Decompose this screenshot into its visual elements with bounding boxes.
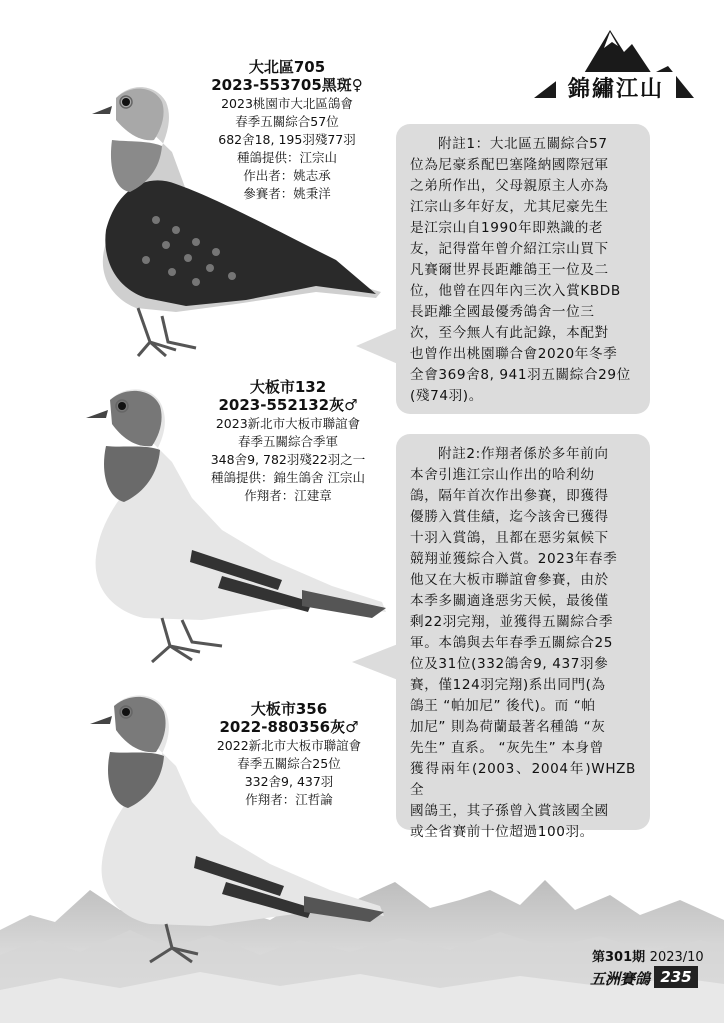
note-1-line: 位，他曾在四年內三次入賞KBDB <box>410 283 621 299</box>
note-2-line: 附註2:作翔者係於多年前向 <box>438 446 609 462</box>
bird-ring: 2022-880356灰♂ <box>219 718 359 736</box>
note-1-line: 友，記得當年曾介紹江宗山買下 <box>410 241 609 257</box>
note-2-line: 本季多關適逢惡劣天候，最後僅 <box>410 593 609 609</box>
note-2-line: 或全省賽前十位超過100羽。 <box>410 824 594 840</box>
note-2-line: 鴿，隔年首次作出參賽，即獲得 <box>410 488 609 504</box>
note-2-line: 國鴿王，其子孫曾入賞該國全國 <box>410 803 609 819</box>
note-2-line: 先生” 直系。 “灰先生” 本身曾 <box>410 740 604 756</box>
note-1 <box>396 124 650 414</box>
bird-detail: 春季五關綜合57位 <box>235 114 339 129</box>
note-1-line: 也曾作出桃園聯合會2020年冬季 <box>410 346 618 362</box>
bird-detail: 作出者：姚志承 <box>243 168 331 183</box>
note-2-line: 鴿王 “帕加尼” 後代)。而 “帕 <box>410 698 596 714</box>
bird-info-3 <box>200 700 378 809</box>
bird-detail: 作翔者：江建章 <box>244 488 332 503</box>
bird-detail: 682舍18, 195羽殘77羽 <box>218 132 356 147</box>
note-2 <box>396 434 650 840</box>
note-2-line: 十羽入賞鴿，且都在惡劣氣候下 <box>410 530 609 546</box>
note-1-pointer <box>356 328 398 364</box>
bird-detail: 參賽者：姚秉洋 <box>243 186 331 201</box>
note-1-line: 位為尼豪系配巴塞隆納國際冠軍 <box>410 157 609 173</box>
note-1-line: 凡賽爾世界長距離鴿王一位及二 <box>410 262 609 278</box>
note-1-line: 附註1：大北區五關綜合57 <box>438 136 608 152</box>
bird-detail: 2023新北市大板市聯誼會 <box>215 416 361 431</box>
bird-ring: 2023-553705黑斑♀ <box>211 76 363 94</box>
note-2-line: 本舍引進江宗山作出的哈利幼 <box>410 467 595 483</box>
bird-detail: 2022新北市大板市聯誼會 <box>216 738 362 753</box>
note-2-line: 軍。本鴿與去年春季五關綜合25 <box>410 635 614 651</box>
bird-detail: 種鴿提供：江宗山 <box>236 150 337 165</box>
brand-logo <box>528 22 700 110</box>
note-1-line: 是江宗山自1990年即熟識的老 <box>410 220 604 236</box>
note-2-line: 競翔並獲綜合入賞。2023年春季 <box>410 551 618 567</box>
bird-info-1 <box>192 58 382 203</box>
bird-name: 大北區705 <box>248 58 326 76</box>
issue-date: 2023/10 <box>649 950 704 965</box>
bird-detail: 作翔者：江哲論 <box>245 792 333 807</box>
note-1-line: 次，至今無人有此記錄，本配對 <box>410 325 609 341</box>
bird-detail: 2023桃園市大北區鴿會 <box>221 96 353 111</box>
bird-ring: 2023-552132灰♂ <box>218 396 358 414</box>
bird-name: 大板市356 <box>250 700 328 718</box>
note-2-line: 位及31位(332鴿舍9, 437羽參 <box>410 656 609 672</box>
note-2-pointer <box>352 644 398 680</box>
note-2-line: 獲得兩年(2003、2004年)WHZB全 <box>410 761 636 798</box>
bird-detail: 春季五關綜合25位 <box>237 756 341 771</box>
bird-info-2 <box>188 378 388 505</box>
bird-detail: 348舍9, 782羽殘22羽之一 <box>210 452 366 467</box>
magazine-name: 五洲賽鴿 <box>590 970 651 988</box>
note-2-line: 優勝入賞佳績，迄今該舍已獲得 <box>410 509 609 525</box>
note-2-line: 他又在大板市聯誼會參賽，由於 <box>410 572 609 588</box>
note-1-line: 全會369舍8, 941羽五關綜合29位 <box>410 367 631 383</box>
note-2-line: 賽，僅124羽完翔)系出同門(為 <box>410 677 606 693</box>
bird-detail: 種鴿提供：錦生鴿舍 江宗山 <box>211 470 365 485</box>
note-1-line: (殘74羽)。 <box>410 388 483 404</box>
note-2-line: 加尼” 則為荷蘭最著名種鴿 “灰 <box>410 719 606 735</box>
issue-info <box>592 946 704 965</box>
note-1-line: 長距離全國最優秀鴿舍一位三 <box>410 304 595 320</box>
page-number: 235 <box>654 966 698 988</box>
bird-detail: 春季五關綜合季軍 <box>237 434 338 449</box>
note-2-line: 剩22羽完翔，並獲得五關綜合季 <box>410 614 614 630</box>
note-1-line: 之弟所作出，父母親原主人亦為 <box>410 178 609 194</box>
bird-detail: 332舍9, 437羽 <box>244 774 334 789</box>
bird-name: 大板市132 <box>249 378 327 396</box>
note-1-line: 江宗山多年好友，尤其尼豪先生 <box>410 199 609 215</box>
logo-text: 錦繡江山 <box>556 72 676 103</box>
issue-number: 第301期 <box>592 950 646 965</box>
